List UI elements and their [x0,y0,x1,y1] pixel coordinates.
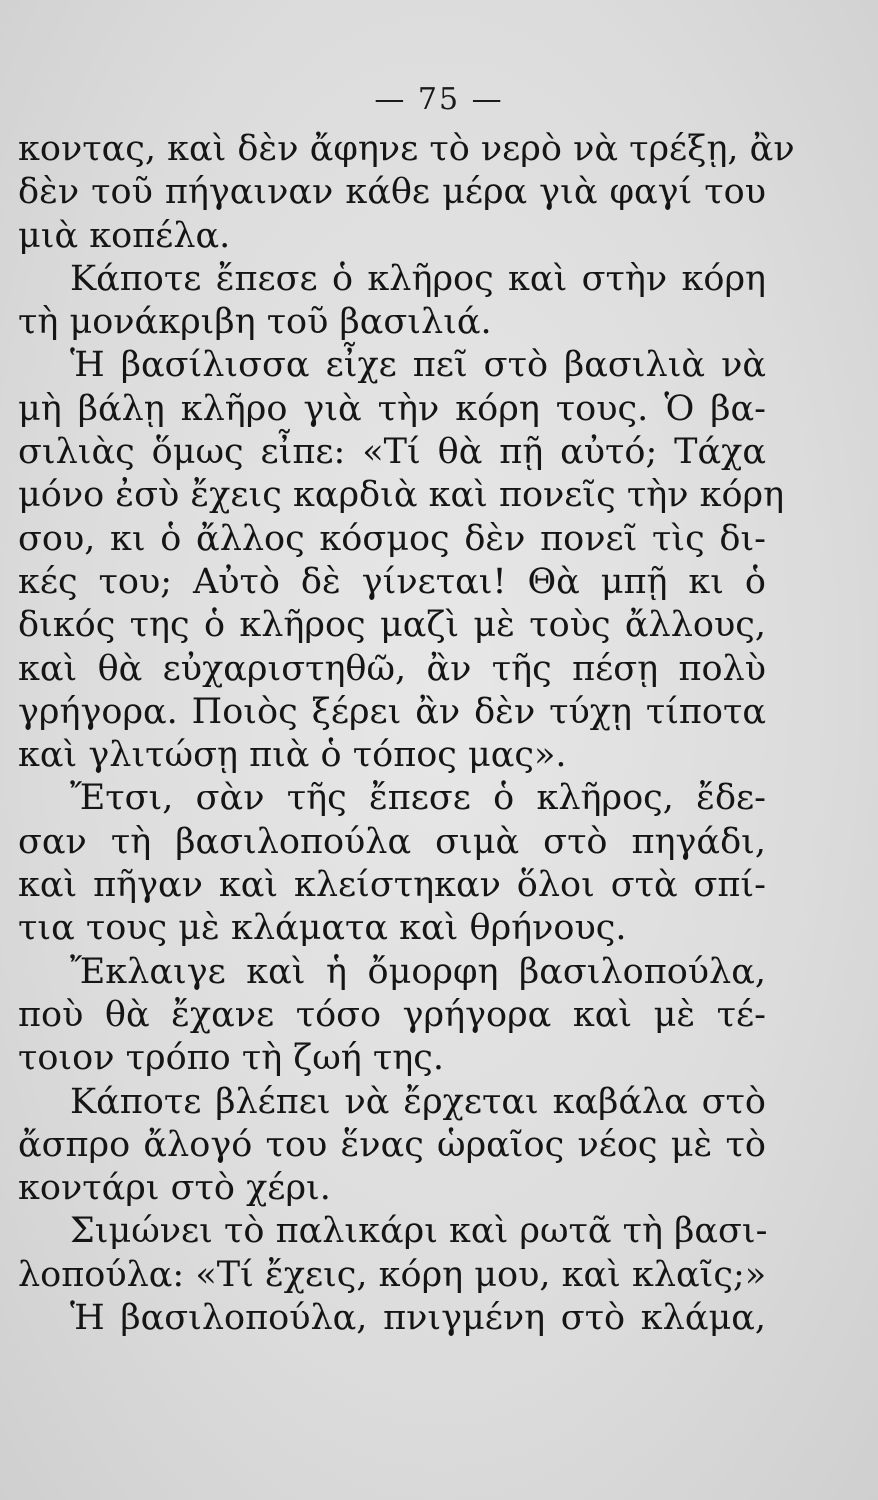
text-line: Ἔτσι, σὰν τῆς ἔπεσε ὁ κλῆρος, ἔδε- [70,778,766,819]
text-line: μόνο ἐσὺ ἔχεις καρδιὰ καὶ πονεῖς τὴν κόρη [18,475,785,516]
text-line: ποὺ θὰ ἔχανε τόσο γρήγορα καὶ μὲ τέ- [18,994,766,1035]
text-line: κές του; Αὐτὸ δὲ γίνεται! Θὰ μπῇ κι ὁ [18,561,766,602]
text-line: λοπούλα: «Τί ἔχεις, κόρη μου, καὶ κλαῖς;» [18,1254,767,1295]
text-line: δὲν τοῦ πήγαιναν κάθε μέρα γιὰ φαγί του [18,172,766,213]
text-line: τὴ μονάκριβη τοῦ βασιλιά. [18,302,492,343]
text-line: καὶ γλιτώσῃ πιὰ ὁ τόπος μας». [18,735,567,776]
text-line: καὶ θὰ εὐχαριστηθῶ, ἂν τῆς πέσῃ πολὺ [18,648,766,689]
text-line: ἄσπρο ἄλογό του ἕνας ὡραῖος νέος μὲ τὸ [18,1124,766,1165]
text-line: Ἔκλαιγε καὶ ἡ ὄμορφη βασιλοπούλα, [70,951,766,992]
text-line: κοντας, καὶ δὲν ἄφηνε τὸ νερὸ νὰ τρέξῃ, ἂν [18,129,795,169]
text-line: σιλιὰς ὅμως εἶπε: «Τί θὰ πῇ αὐτό; Τάχα [18,432,766,473]
text-line: σου, κι ὁ ἄλλος κόσμος δὲν πονεῖ τὶς δι- [18,518,766,559]
text-line: Ἡ βασιλοπούλα, πνιγμένη στὸ κλάμα, [70,1298,766,1339]
page-number: — 75 — [374,82,504,117]
text-line: Ἡ βασίλισσα εἶχε πεῖ στὸ βασιλιὰ νὰ [70,345,766,386]
text-line: σαν τὴ βασιλοπούλα σιμὰ στὸ πηγάδι, [18,821,766,862]
text-line: μὴ βάλῃ κλῆρο γιὰ τὴν κόρη τους. Ὁ βα- [18,388,766,429]
text-line: Σιμώνει τὸ παλικάρι καὶ ρωτᾶ τὴ βασι- [70,1211,768,1252]
body-text [18,128,795,1340]
text-line: Κάποτε βλέπει νὰ ἔρχεται καβάλα στὸ [70,1081,766,1122]
text-line: γρήγορα. Ποιὸς ξέρει ἂν δὲν τύχῃ τίποτα [18,691,766,732]
text-line: τοιον τρόπο τὴ ζωή της. [18,1038,444,1079]
text-line: τια τους μὲ κλάματα καὶ θρήνους. [18,908,627,949]
text-line: Κάποτε ἔπεσε ὁ κλῆρος καὶ στὴν κόρη [70,258,766,299]
text-line: μιὰ κοπέλα. [18,215,231,256]
text-line: καὶ πῆγαν καὶ κλείστηκαν ὅλοι στὰ σπί- [18,865,766,906]
text-line: κοντάρι στὸ χέρι. [18,1168,331,1209]
text-line: δικός της ὁ κλῆρος μαζὶ μὲ τοὺς ἄλλους, [18,605,766,646]
